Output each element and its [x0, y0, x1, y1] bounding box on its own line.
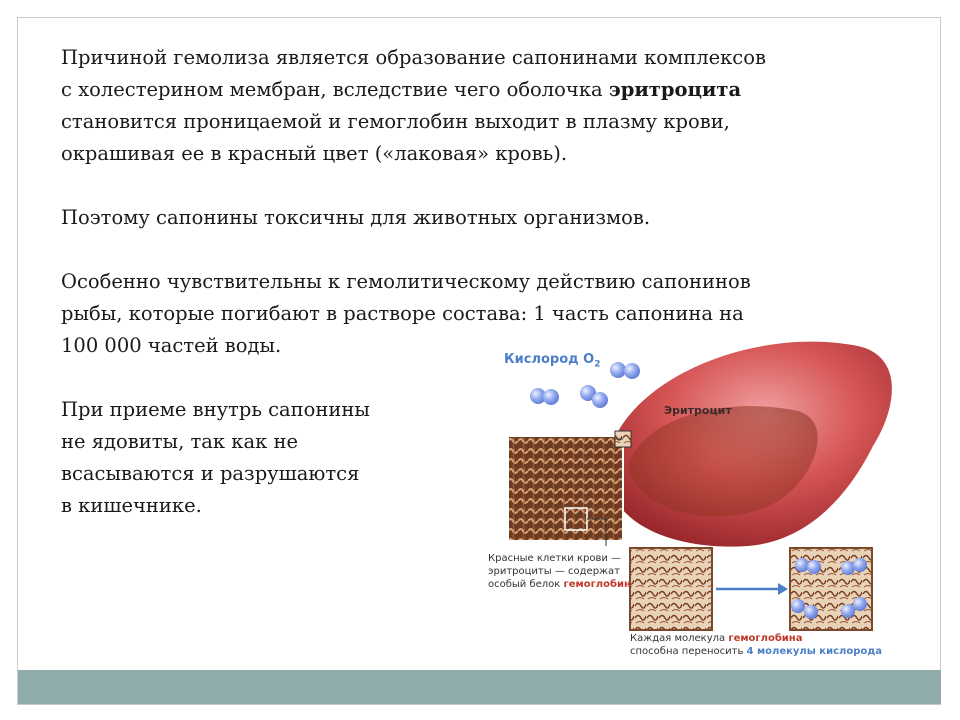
erythrocyte-cell: [607, 342, 892, 547]
erythrocyte-label: Эритроцит: [664, 404, 732, 417]
caption-capacity-line1: [630, 632, 882, 645]
caption-hemoglobin-capacity: [630, 632, 882, 658]
caption-capacity-line2: [630, 645, 882, 658]
caption-oxygen-count: 4 молекулы кислорода: [746, 646, 883, 657]
caption-red-cells: [488, 552, 631, 591]
oxygen-label: [504, 352, 600, 370]
erythrocyte-bold-term: эритроцита: [608, 78, 742, 101]
paragraph4-line2: не ядовиты, так как не: [61, 430, 298, 453]
caption-red-cells-line3: [488, 578, 631, 591]
caption-red-cells-line2: эритроциты — содержат: [488, 566, 621, 577]
paragraph-toxicity: [61, 202, 921, 234]
caption-hemoglobin-term: гемоглобин: [563, 579, 631, 590]
caption-capacity-line1-text: Каждая молекула: [630, 633, 729, 644]
paragraph-oral-intake: [61, 394, 461, 522]
erythrocyte-illustration-graphic: [478, 336, 904, 668]
paragraph1-line2-text: с холестерином мембран, вследствие чего оболочка: [61, 78, 609, 101]
paragraph4-line4: в кишечнике.: [61, 494, 202, 517]
hemoglobin-panel: [630, 548, 712, 630]
oxygen-subscript: 2: [594, 359, 601, 370]
tissue-closeup: [508, 431, 631, 546]
erythrocyte-illustration: [478, 336, 904, 668]
paragraph-hemolysis-cause: [61, 42, 921, 170]
oxygen-label-text: Кислород O: [504, 352, 595, 367]
paragraph1-line4: окрашивая ее в красный цвет («лаковая» кровь).: [61, 142, 568, 165]
footer-bar: [18, 670, 941, 704]
paragraph1-line2: [61, 74, 921, 106]
oxygenated-hemoglobin-panel: [790, 548, 872, 630]
caption-capacity-line2-text: способна переносить: [630, 646, 747, 657]
paragraph3-line1: Особенно чувствительны к гемолитическому действию сапонинов: [61, 270, 751, 293]
caption-red-cells-line3-text: особый белок: [488, 579, 564, 590]
paragraph4-line1: При приеме внутрь сапонины: [61, 398, 370, 421]
caption-hemoglobin-term-2: гемоглобина: [728, 633, 803, 644]
caption-red-cells-line1: Красные клетки крови —: [488, 553, 622, 564]
paragraph1-line1: Причиной гемолиза является образование сапонинами комплексов: [61, 46, 766, 69]
transfer-arrow: [716, 583, 788, 595]
paragraph3-line2: рыбы, которые погибают в растворе состава: 1 часть сапонина на: [61, 302, 744, 325]
paragraph1-line3: становится проницаемой и гемоглобин выходит в плазму крови,: [61, 110, 730, 133]
paragraph2-line1: Поэтому сапонины токсичны для животных организмов.: [61, 206, 651, 229]
paragraph3-line3: 100 000 частей воды.: [61, 334, 282, 357]
paragraph4-line3: всасываются и разрушаются: [61, 462, 360, 485]
